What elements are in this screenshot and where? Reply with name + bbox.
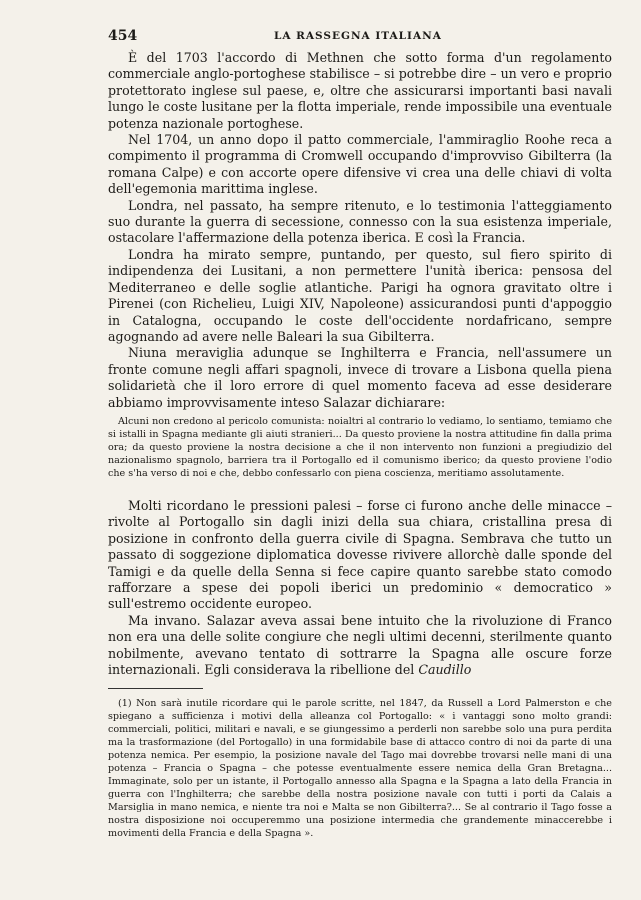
running-title: LA RASSEGNA ITALIANA bbox=[274, 30, 442, 42]
page-header bbox=[108, 28, 612, 50]
paragraph: È del 1703 l'accordo di Methnen che sotto forma d'un regolamento commerciale anglo-portoghese stabilisce – si potrebbe dire – un vero e proprio protettorato inglese sul paese, e, oltre che assicurarsi importanti basi navali lungo le coste lusitane per la flotta imperiale, rende impossibile una eventuale potenza nazionale portoghese. bbox=[108, 50, 612, 131]
paragraph: Londra, nel passato, ha sempre ritenuto, e lo testimonia l'atteggiamento suo durante la guerra di secessione, connesso con la sua esistenza imperiale, ostacolare l'affermazione della potenza iberica. E così la Francia. bbox=[108, 197, 612, 246]
paragraph: Niuna meraviglia adunque se Inghilterra e Francia, nell'assumere un fronte comune negli affari spagnoli, invece di trovare a Lisbona quella piena solidarietà che il loro errore di quel momento faceva ad esse desiderare abbiamo improvvisamente inteso Salazar dichiarare: bbox=[108, 345, 612, 410]
paragraph: Molti ricordano le pressioni palesi – forse ci furono anche delle minacce – rivolte al Portogallo sin dagli inizi della sua chiara, cristallina presa di posizione in confronto della guerra civile di Spagna. Sembrava che tutto un passato di soggezione diplomatica dovesse rivivere allorchè dalle sponde del Tamigi e da quelle della Senna si fece capire quanto sarebbe stato comodo rafforzare a spese dei popoli iberici un predominio « democratico » sull'estremo occidente europeo. bbox=[108, 497, 612, 612]
block-quote bbox=[108, 415, 612, 480]
paragraph-text: Ma invano. Salazar aveva assai bene intuito che la rivoluzione di Franco non era una delle solite congiure che negli ultimi decenni, sterilmente quanto nobilmente, avevano tentato di sottrarre la Spagna alle oscure forze internazionali. Egli considerava la ribellione del bbox=[108, 612, 612, 677]
footnote bbox=[108, 697, 612, 840]
paragraph-with-italic bbox=[108, 613, 612, 679]
italic-word: Caudillo bbox=[418, 662, 472, 677]
page bbox=[108, 28, 612, 840]
body-text-continued bbox=[108, 498, 612, 678]
body-text bbox=[108, 50, 612, 411]
quote-text: Alcuni non credono al pericolo comunista: noialtri al contrario lo vediamo, lo sentiamo, temiamo che si istalli in Spagna mediante gli aiuti stranieri... Da questo proviene la nostra attitudine fin dalla prima ora; da questo proviene la nostra decisione a che il non intervento non funzioni a pregiudizio del nazionalismo spagnolo, barriera tra il Portogallo ed il comunismo iberico; da questo proviene l'odio che s'ha verso di noi e che, debbo confessarlo con piena coscienza, meritiamo assolutamente. bbox=[108, 415, 612, 479]
paragraph: Nel 1704, un anno dopo il patto commerciale, l'ammiraglio Roohe reca a compimento il programma di Cromwell occupando d'improvviso Gibilterra (la romana Calpe) e con accorte opere difensive vi crea una delle chiavi di volta dell'egemonia marittima inglese. bbox=[108, 132, 612, 197]
footnote-divider bbox=[108, 688, 203, 689]
page-number: 454 bbox=[108, 28, 138, 44]
paragraph: Londra ha mirato sempre, puntando, per questo, sul fiero spirito di indipendenza dei Lusitani, a non permettere l'unità iberica: pensosa del Mediterraneo e delle soglie atlantiche. Parigi ha ognora gravitato oltre i Pirenei (con Richelieu, Luigi XIV, Napoleone) assicurandosi punti d'appoggio in Catalogna, occupando le coste dell'occidente nordafricano, sempre agognando ad avere nelle Baleari la sua Gibilterra. bbox=[108, 246, 612, 344]
footnote-text: (1) Non sarà inutile ricordare qui le parole scritte, nel 1847, da Russell a Lord Palmerston e che spiegano a sufficienza i motivi della alleanza col Portogallo: « i vantaggi sono molto grandi: commerciali, politici, militari e navali, e se giungessimo a perderli non sarebbe solo una pura perdita ma la trasformazione (del Portogallo) in una formidabile base di attacco contro di noi da parte di una potenza nemica. Per esempio, la posizione navale del Tago mai dovrebbe trovarsi nelle mani di una potenza – Francia o Spagna – che potesse eventualmente essere nemica della Gran Bretagna... Immaginate, solo per un istante, il Portogallo annesso alla Spagna e la Spagna a lato della Francia in guerra con l'Inghilterra; che sarebbe della nostra posizione navale con tutti i porti da Calais a Marsiglia in mano nemica, e niente tra noi e Malta se non Gibilterra?... Se al contrario il Tago fosse a nostra disposizione noi occuperemmo una posizione intermedia che grandemente minaccerebbe i movimenti della Francia e della Spagna ». bbox=[108, 698, 612, 840]
spacer bbox=[108, 480, 612, 498]
